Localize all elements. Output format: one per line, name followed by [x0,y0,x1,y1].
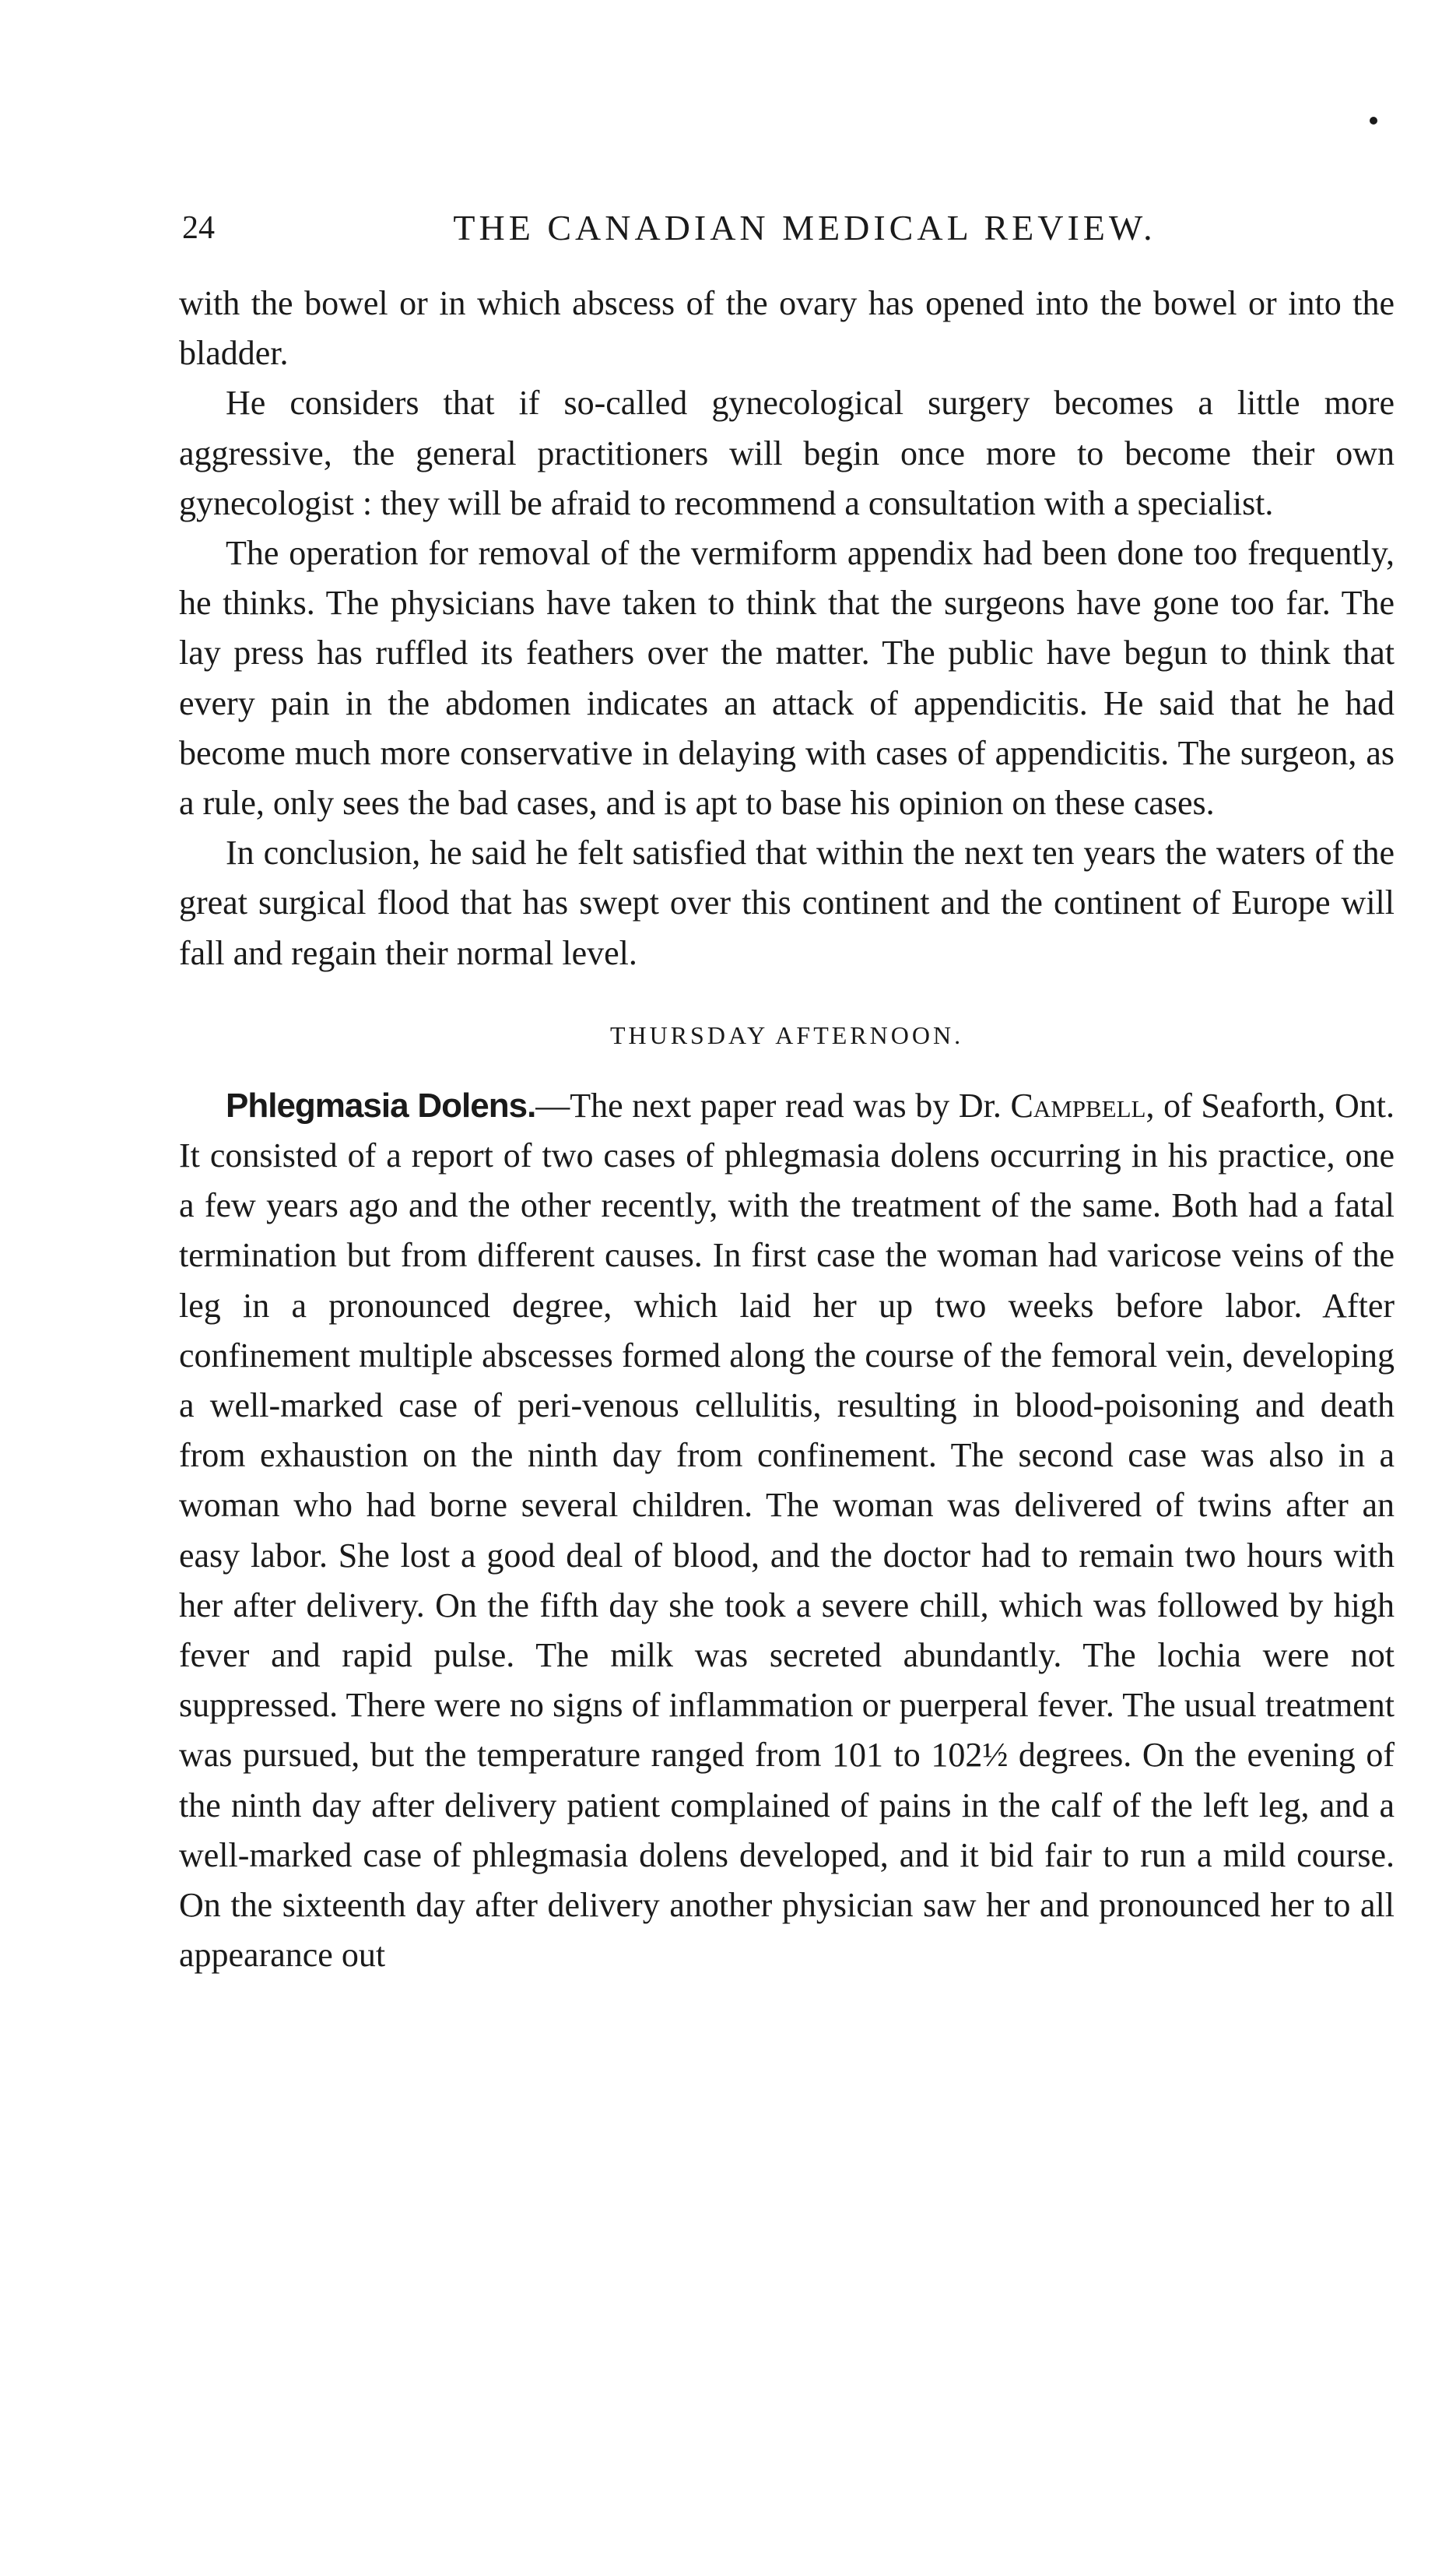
paragraph-gynecology: He considers that if so-called gynecological surgery becomes a little more aggressive, the general practitioners will begin once more to become their own gynecologist : they will be afraid to recommend a consultation with a specialist. [179,384,1395,522]
running-head: THE CANADIAN MEDICAL REVIEW. [453,208,1156,248]
text-before-name: —The next paper read was by Dr. [535,1086,1011,1125]
paragraph-appendix: The operation for removal of the vermiform appendix had been done too frequently, he thinks. The physicians have taken to think that the surgeons have gone too far. The lay press has ruffled its feathers over the matter. The public have begun to think that every pain in the abdomen indicates an attack of appendicitis. He said that he had become much more conservative in delaying with cases of appendicitis. The surgeon, as a rule, only sees the bad cases, and is apt to base his opinion on these cases. [179,534,1395,823]
paragraph-phlegmasia [179,1081,1395,1981]
run-in-title: Phlegmasia Dolens. [226,1086,536,1125]
print-speck [1370,117,1377,125]
paragraph-continued: with the bowel or in which abscess of the ovary has opened into the bowel or into the bladder. [179,284,1395,373]
paragraph-conclusion: In conclusion, he said he felt satisfied that within the next ten years the waters of the great surgical flood that has swept over this continent and the continent of Europe will fall and regain their normal level. [179,834,1395,972]
page-number: 24 [182,210,215,246]
page-header [182,201,1396,255]
text-after-name: , of Seaforth, Ont. It consisted of a report of two cases of phlegmasia dolens occurring in his practice, one a few years ago and the other recently, with the treatment of the same. Both had a fatal termination but from different causes. In first case the woman had varicose veins of the leg in a pronounced degree, which laid her up two weeks before labor. After confinement multiple abscesses formed along the course of the femoral vein, developing a well-marked case of peri-venous cellulitis, resulting in blood-poisoning and death from exhaustion on the ninth day from confinement. The second case was also in a woman who had borne several children. The woman was delivered of twins after an easy labor. She lost a good deal of blood, and the doctor had to remain two hours with her after delivery. On the fifth day she took a severe chill, which was followed by high fever and rapid pulse. The milk was secreted abundantly. The lochia were not suppressed. There were no signs of inflammation or puerperal fever. The usual treatment was pursued, but the temperature ranged from 101 to 102½ degrees. On the evening of the ninth day after delivery patient complained of pains in the calf of the left leg, and a well-marked case of phlegmasia dolens developed, and it bid fair to run a mild course. On the sixteenth day after delivery another physician saw her and pronounced her to all appearance out [179,1086,1395,1975]
section-heading: THURSDAY AFTERNOON. [609,1020,964,1049]
body-text [179,279,1395,1981]
author-name: Campbell [1010,1086,1146,1125]
